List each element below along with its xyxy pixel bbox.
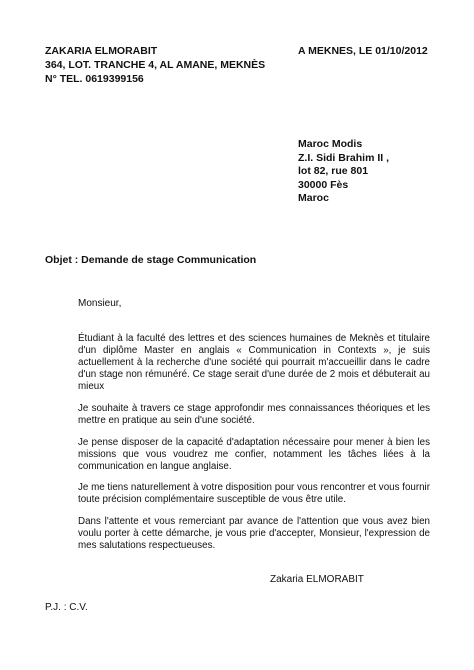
recipient-address-line-3: 30000 Fès — [298, 178, 349, 191]
salutation: Monsieur, — [78, 298, 122, 309]
sender-phone: N° TEL. 0619399156 — [45, 73, 144, 85]
place-date: A MEKNES, LE 01/10/2012 — [298, 45, 428, 57]
enclosure-note: P.J. : C.V. — [45, 602, 88, 613]
letter-subject: Objet : Demande de stage Communication — [45, 254, 257, 266]
body-paragraph-3: Je pense disposer de la capacité d'adaptation nécessaire pour mener à bien les missions que vous voudrez me confier, notamment les tâches liées à la communication en langue anglaise. — [78, 437, 430, 472]
recipient-country: Maroc — [298, 192, 329, 204]
sender-address: 364, LOT. TRANCHE 4, AL AMANE, MEKNÈS — [45, 59, 266, 71]
recipient-company: Maroc Modis — [298, 138, 363, 150]
body-paragraph-1: Étudiant à la faculté des lettres et des sciences humaines de Meknès et titulaire d'un diplôme Master en anglais « Communication in Contexts », je suis actuellement à la recherche d'une société qui pourrait m'accueillir dans le cadre d'un stage non rémunéré. Ce stage serait d'une durée de 2 mois et débuterait au mieux — [78, 333, 430, 392]
body-paragraph-4: Je me tiens naturellement à votre disposition pour vous rencontrer et vous fournir toute précision complémentaire susceptible de vous être utile. — [78, 482, 430, 505]
sender-name: ZAKARIA ELMORABIT — [45, 45, 158, 57]
signature: Zakaria ELMORABIT — [270, 574, 364, 585]
sender-block — [45, 44, 265, 86]
recipient-address-line-1: Z.I. Sidi Brahim II , — [298, 151, 390, 164]
recipient-block — [298, 138, 389, 206]
body-paragraph-5: Dans l'attente et vous remerciant par avance de l'attention que vous avez bien voulu porter à cette démarche, je vous prie d'accepter, Monsieur, l'expression de mes salutations respectueuses. — [78, 516, 430, 551]
body-paragraph-2: Je souhaite à travers ce stage approfondir mes connaissances théoriques et les mettre en pratique au sein d'une société. — [78, 403, 430, 426]
recipient-address-line-2: lot 82, rue 801 — [298, 165, 369, 177]
